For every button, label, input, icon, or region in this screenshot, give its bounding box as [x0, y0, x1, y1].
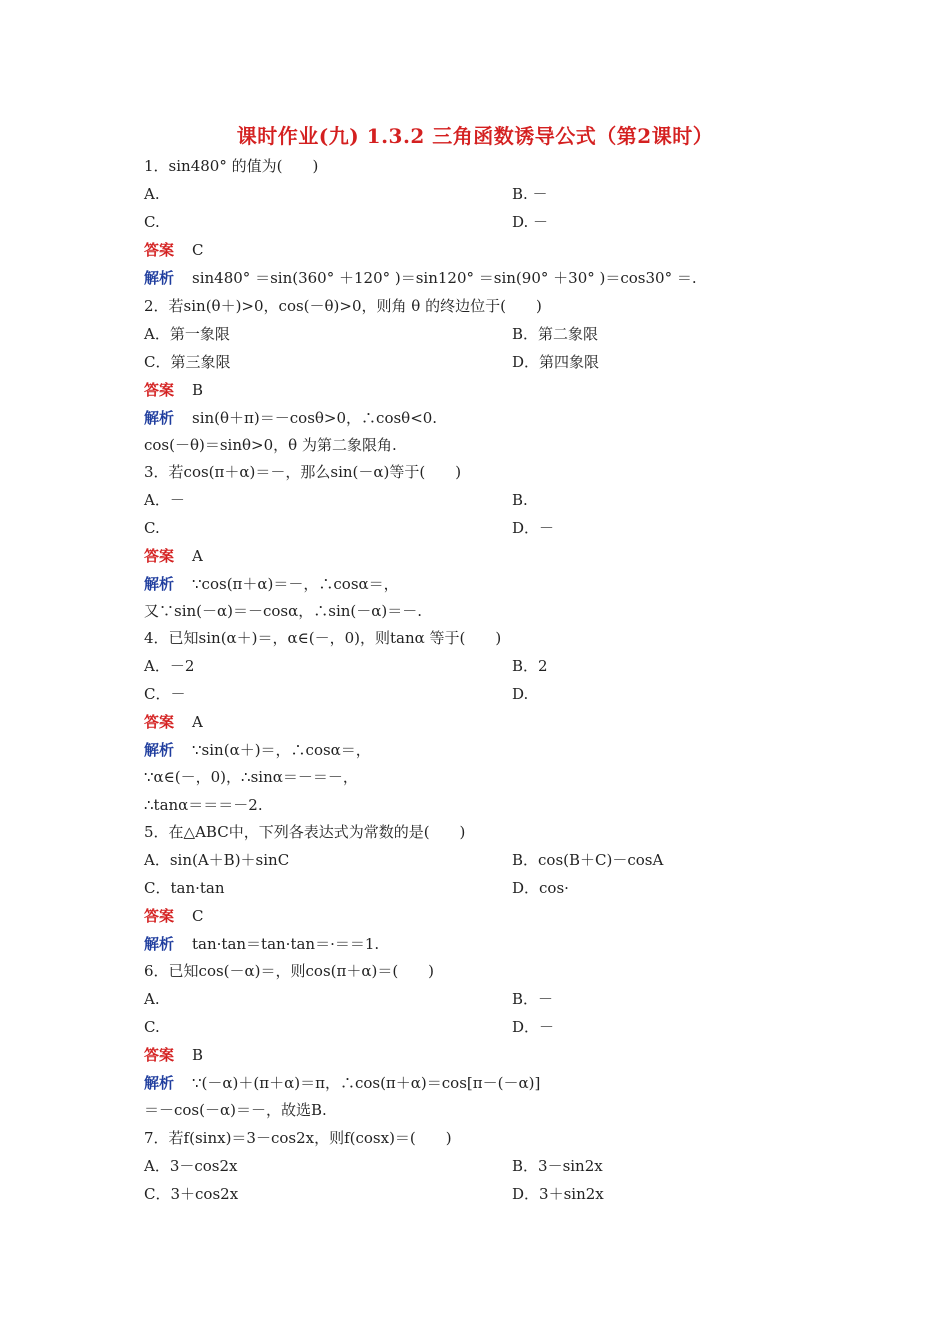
q4-analysis-line2: ∵α∈(－，0)，∴sinα＝－＝－， [144, 768, 358, 786]
analysis-label: 解析 [144, 409, 175, 427]
q2-analysis-text: sin(θ＋π)＝－cosθ>0，∴cosθ<0. [192, 409, 438, 427]
q7-option-b: B．3－sin2x [512, 1157, 603, 1175]
q3-option-d: D．－ [512, 519, 555, 537]
q5-option-c: C．tan·tan [144, 879, 225, 897]
q6-answer [144, 1043, 203, 1067]
q2-answer [144, 378, 203, 402]
q2-analysis [144, 406, 437, 430]
q5-answer [144, 904, 204, 928]
q2-option-b: B．第二象限 [512, 325, 599, 343]
q5-analysis-text: tan·tan＝tan·tan＝·＝＝1. [192, 935, 380, 953]
q3-analysis-line2: 又∵sin(－α)＝－cosα，∴sin(－α)＝－. [144, 602, 423, 620]
page-title: 课时作业(九) 1.3.2 三角函数诱导公式（第2课时） [236, 124, 714, 148]
q3-option-c: C. [144, 519, 160, 537]
q5-stem: 5．在△ABC中，下列各表达式为常数的是( ) [144, 823, 466, 841]
q1-answer [144, 238, 204, 262]
analysis-label: 解析 [144, 935, 175, 953]
q1-analysis [144, 266, 697, 290]
analysis-label: 解析 [144, 269, 175, 287]
q6-option-b: B．－ [512, 990, 554, 1008]
analysis-label: 解析 [144, 1074, 175, 1092]
q3-analysis-text: ∵cos(π＋α)＝－，∴cosα＝， [192, 575, 399, 593]
q3-option-a: A．－ [144, 491, 185, 509]
q7-option-c: C．3＋cos2x [144, 1185, 239, 1203]
analysis-label: 解析 [144, 741, 175, 759]
q4-answer-value: A [192, 713, 203, 731]
q1-answer-value: C [192, 241, 204, 259]
answer-label: 答案 [144, 241, 175, 259]
q4-option-d: D. [512, 685, 529, 703]
q6-stem: 6．已知cos(－α)＝，则cos(π＋α)＝( ) [144, 962, 435, 980]
q3-answer-value: A [192, 547, 203, 565]
q6-option-c: C. [144, 1018, 160, 1036]
q1-option-b: B. － [512, 185, 548, 203]
q5-analysis [144, 932, 379, 956]
answer-label: 答案 [144, 713, 175, 731]
answer-label: 答案 [144, 907, 175, 925]
q4-analysis [144, 738, 371, 762]
q3-option-b: B. [512, 491, 528, 509]
q5-option-a: A．sin(A＋B)＋sinC [144, 851, 290, 869]
q2-option-a: A．第一象限 [144, 325, 230, 343]
q5-option-d: D．cos· [512, 879, 569, 897]
q2-answer-value: B [192, 381, 204, 399]
q7-stem: 7．若f(sinx)＝3－cos2x，则f(cosx)＝( ) [144, 1129, 452, 1147]
q2-analysis-line2: cos(－θ)＝sinθ>0，θ 为第二象限角. [144, 436, 397, 454]
q3-analysis [144, 572, 399, 596]
q5-option-b: B．cos(B＋C)－cosA [512, 851, 664, 869]
q4-analysis-line3: ∴tanα＝＝＝－2. [144, 796, 263, 814]
q1-stem: 1．sin480° 的值为( ) [144, 157, 319, 175]
q2-option-c: C．第三象限 [144, 353, 231, 371]
q4-analysis-text: ∵sin(α＋)＝，∴cosα＝， [192, 741, 371, 759]
q6-option-a: A. [144, 990, 160, 1008]
q6-answer-value: B [192, 1046, 204, 1064]
q4-option-a: A．－2 [144, 657, 195, 675]
q4-option-c: C．－ [144, 685, 186, 703]
q6-option-d: D．－ [512, 1018, 555, 1036]
q6-analysis-text: ∵(－α)＋(π＋α)＝π，∴cos(π＋α)＝cos[π－(－α)] [192, 1074, 541, 1092]
q2-option-d: D．第四象限 [512, 353, 600, 371]
q1-option-d: D. － [512, 213, 549, 231]
answer-label: 答案 [144, 381, 175, 399]
q7-option-a: A．3－cos2x [144, 1157, 238, 1175]
q7-option-d: D．3＋sin2x [512, 1185, 604, 1203]
answer-label: 答案 [144, 547, 175, 565]
q6-analysis-line2: ＝－cos(－α)＝－，故选B. [144, 1101, 327, 1119]
q3-stem: 3．若cos(π＋α)＝－，那么sin(－α)等于( ) [144, 463, 462, 481]
q1-option-c: C. [144, 213, 160, 231]
q1-analysis-text: sin480° ＝sin(360° ＋120° )＝sin120° ＝sin(90° ＋30° )＝cos30° ＝. [192, 269, 697, 287]
q4-answer [144, 710, 203, 734]
analysis-label: 解析 [144, 575, 175, 593]
q3-answer [144, 544, 203, 568]
q4-option-b: B．2 [512, 657, 548, 675]
answer-label: 答案 [144, 1046, 175, 1064]
q2-stem: 2．若sin(θ＋)>0，cos(－θ)>0，则角 θ 的终边位于( ) [144, 297, 542, 315]
q4-stem: 4．已知sin(α＋)＝，α∈(－，0)，则tanα 等于( ) [144, 629, 502, 647]
q6-analysis [144, 1071, 540, 1095]
q5-answer-value: C [192, 907, 204, 925]
q1-option-a: A. [144, 185, 160, 203]
